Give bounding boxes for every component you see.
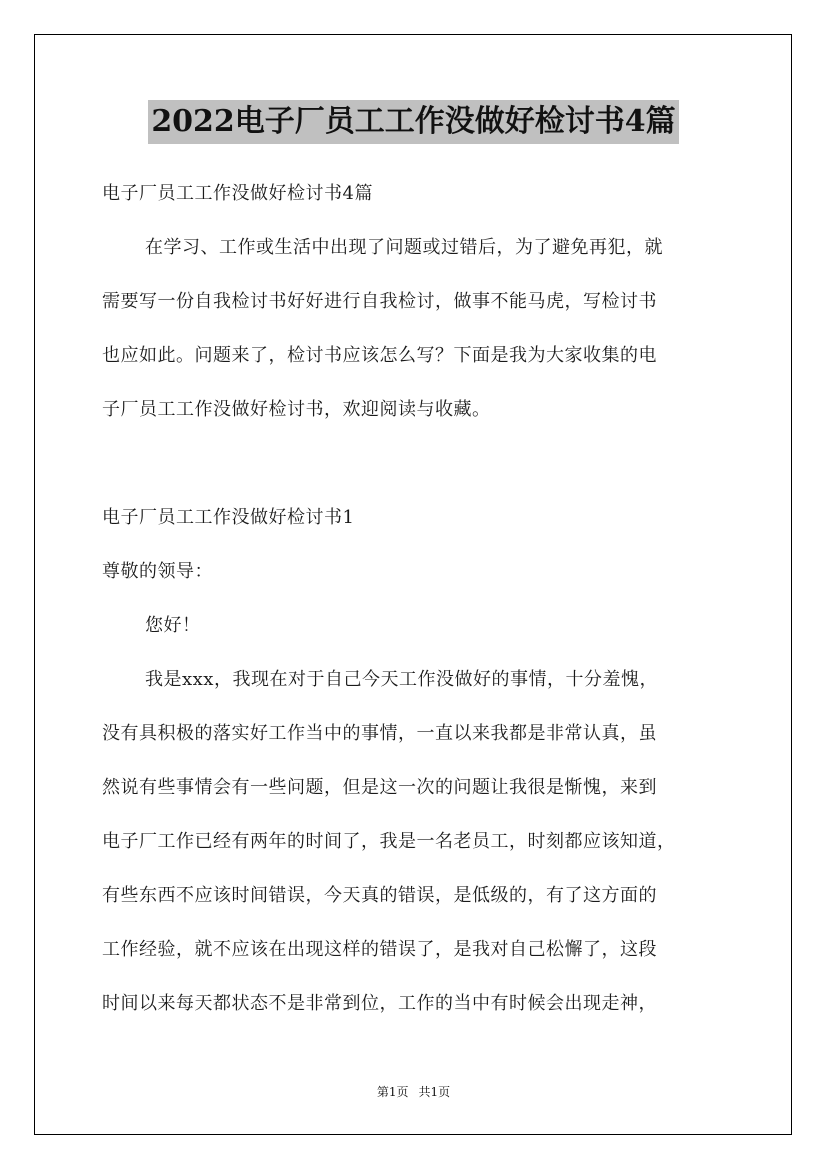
greeting: 您好！ — [145, 615, 201, 636]
body-line: 有些东西不应该时间错误，今天真的错误，是低级的，有了这方面的 — [102, 885, 657, 906]
document-title: 2022电子厂员工工作没做好检讨书4篇 — [148, 100, 678, 144]
body-line: 我是xxx，我现在对于自己今天工作没做好的事情，十分羞愧， — [145, 669, 658, 690]
intro-line: 也应如此。问题来了，检讨书应该怎么写？下面是我为大家收集的电 — [102, 345, 657, 366]
salutation: 尊敬的领导： — [102, 561, 213, 582]
body-line: 工作经验，就不应该在出现这样的错误了，是我对自己松懈了，这段 — [102, 939, 657, 960]
page-number: 第1页 — [376, 1085, 409, 1099]
body-line: 没有具积极的落实好工作当中的事情，一直以来我都是非常认真，虽 — [102, 723, 657, 744]
page-total: 共1页 — [418, 1085, 451, 1099]
intro-line: 在学习、工作或生活中出现了问题或过错后，为了避免再犯，就 — [145, 237, 663, 258]
intro-line: 子厂员工工作没做好检讨书，欢迎阅读与收藏。 — [102, 399, 491, 420]
body-line: 电子厂工作已经有两年的时间了，我是一名老员工，时刻都应该知道， — [102, 831, 676, 852]
page-footer — [0, 1084, 827, 1100]
section-heading: 电子厂员工工作没做好检讨书1 — [102, 507, 355, 528]
title-container — [0, 100, 827, 144]
intro-line: 需要写一份自我检讨书好好进行自我检讨，做事不能马虎，写检讨书 — [102, 291, 657, 312]
subtitle: 电子厂员工工作没做好检讨书4篇 — [102, 183, 373, 204]
body-line: 然说有些事情会有一些问题，但是这一次的问题让我很是惭愧，来到 — [102, 777, 657, 798]
body-line: 时间以来每天都状态不是非常到位，工作的当中有时候会出现走神， — [102, 993, 657, 1014]
